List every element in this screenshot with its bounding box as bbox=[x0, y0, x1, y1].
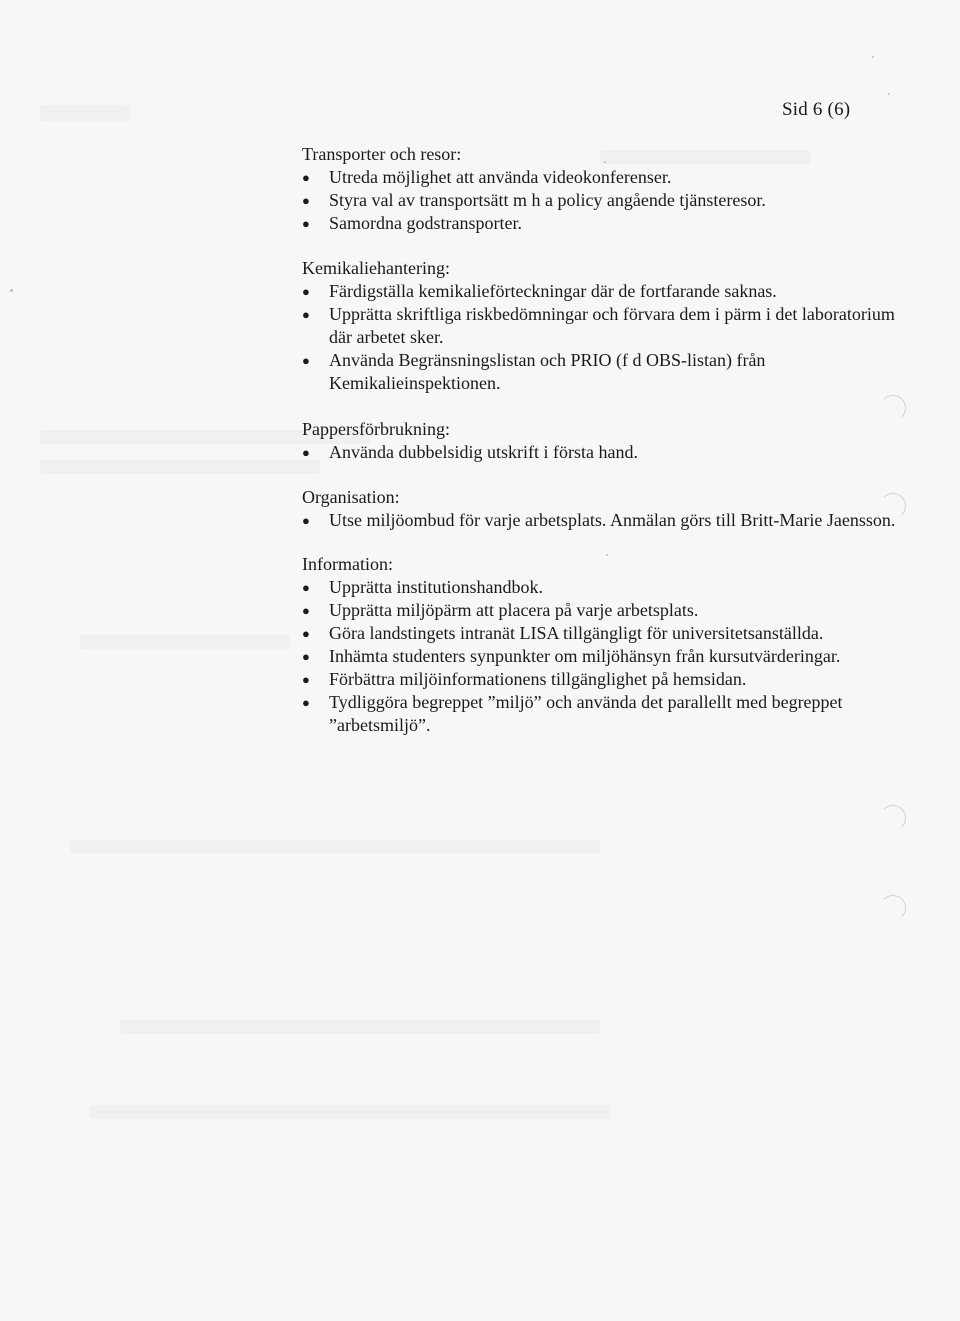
bullet-dot-icon: ● bbox=[302, 649, 310, 664]
bleed-through-text bbox=[40, 105, 130, 121]
section-information bbox=[302, 553, 902, 737]
scan-speck bbox=[872, 56, 874, 58]
bullet-dot-icon: ● bbox=[302, 193, 310, 208]
list-item-text: Upprätta institutionshandbok. bbox=[329, 577, 543, 597]
list-item-text: Använda dubbelsidig utskrift i första hand. bbox=[329, 442, 638, 462]
bullet-dot-icon: ● bbox=[302, 216, 310, 231]
list-item-text: Färdigställa kemikalieförteckningar där de fortfarande saknas. bbox=[329, 281, 777, 301]
list-item bbox=[302, 441, 902, 464]
bullet-dot-icon: ● bbox=[302, 284, 310, 299]
scan-speck bbox=[888, 93, 890, 95]
bleed-through-text bbox=[80, 635, 290, 649]
list-item-text: Upprätta skriftliga riskbedömningar och förvara dem i pärm i det laboratorium där arbetet sker. bbox=[329, 304, 895, 347]
bullet-list bbox=[302, 166, 902, 235]
list-item bbox=[302, 212, 902, 235]
bullet-list bbox=[302, 441, 902, 464]
bullet-dot-icon: ● bbox=[302, 626, 310, 641]
bullet-dot-icon: ● bbox=[302, 445, 310, 460]
bleed-through-text bbox=[70, 840, 600, 854]
list-item bbox=[302, 509, 902, 532]
section-organisation bbox=[302, 486, 902, 532]
bullet-dot-icon: ● bbox=[302, 307, 310, 322]
list-item bbox=[302, 691, 902, 737]
bullet-dot-icon: ● bbox=[302, 603, 310, 618]
list-item-text: Utse miljöombud för varje arbetsplats. Anmälan görs till Britt-Marie Jaensson. bbox=[329, 510, 896, 530]
list-item-text: Samordna godstransporter. bbox=[329, 213, 522, 233]
bleed-through-text bbox=[120, 1020, 600, 1034]
section-heading: Organisation: bbox=[302, 487, 400, 507]
list-item bbox=[302, 668, 902, 691]
section-transport bbox=[302, 143, 902, 235]
section-chemicals bbox=[302, 257, 902, 395]
section-heading: Pappersförbrukning: bbox=[302, 419, 450, 439]
list-item bbox=[302, 645, 902, 668]
bleed-through-text bbox=[40, 460, 320, 474]
scan-speck bbox=[10, 289, 13, 292]
bullet-list bbox=[302, 576, 902, 737]
list-item-text: Förbättra miljöinformationens tillgänglighet på hemsidan. bbox=[329, 669, 747, 689]
bleed-through-text bbox=[90, 1105, 610, 1119]
list-item-text: Tydliggöra begreppet ”miljö” och använda det parallellt med begreppet ”arbetsmiljö”. bbox=[329, 692, 843, 735]
list-item bbox=[302, 622, 902, 645]
list-item-text: Upprätta miljöpärm att placera på varje arbetsplats. bbox=[329, 600, 699, 620]
list-item-text: Använda Begränsningslistan och PRIO (f d OBS-listan) från Kemikalieinspektionen. bbox=[329, 350, 766, 393]
list-item bbox=[302, 349, 902, 395]
section-heading: Transporter och resor: bbox=[302, 144, 462, 164]
bullet-dot-icon: ● bbox=[302, 672, 310, 687]
bullet-dot-icon: ● bbox=[302, 353, 310, 368]
section-heading: Information: bbox=[302, 554, 393, 574]
list-item-text: Göra landstingets intranät LISA tillgängligt för universitetsanställda. bbox=[329, 623, 824, 643]
list-item-text: Styra val av transportsätt m h a policy angående tjänsteresor. bbox=[329, 190, 766, 210]
list-item bbox=[302, 576, 902, 599]
bullet-dot-icon: ● bbox=[302, 170, 310, 185]
list-item bbox=[302, 303, 902, 349]
bullet-list bbox=[302, 280, 902, 395]
section-paper bbox=[302, 418, 902, 464]
list-item-text: Inhämta studenters synpunkter om miljöhänsyn från kursutvärderingar. bbox=[329, 646, 841, 666]
list-item-text: Utreda möjlighet att använda videokonferenser. bbox=[329, 167, 672, 187]
list-item bbox=[302, 166, 902, 189]
punch-hole-mark bbox=[880, 805, 906, 831]
list-item bbox=[302, 599, 902, 622]
section-heading: Kemikaliehantering: bbox=[302, 258, 450, 278]
document-body bbox=[302, 143, 902, 737]
list-item bbox=[302, 280, 902, 303]
bullet-dot-icon: ● bbox=[302, 695, 310, 710]
bullet-dot-icon: ● bbox=[302, 513, 310, 528]
punch-hole-mark bbox=[880, 895, 906, 921]
page-number: Sid 6 (6) bbox=[782, 99, 851, 120]
bullet-list bbox=[302, 509, 902, 532]
bullet-dot-icon: ● bbox=[302, 580, 310, 595]
list-item bbox=[302, 189, 902, 212]
